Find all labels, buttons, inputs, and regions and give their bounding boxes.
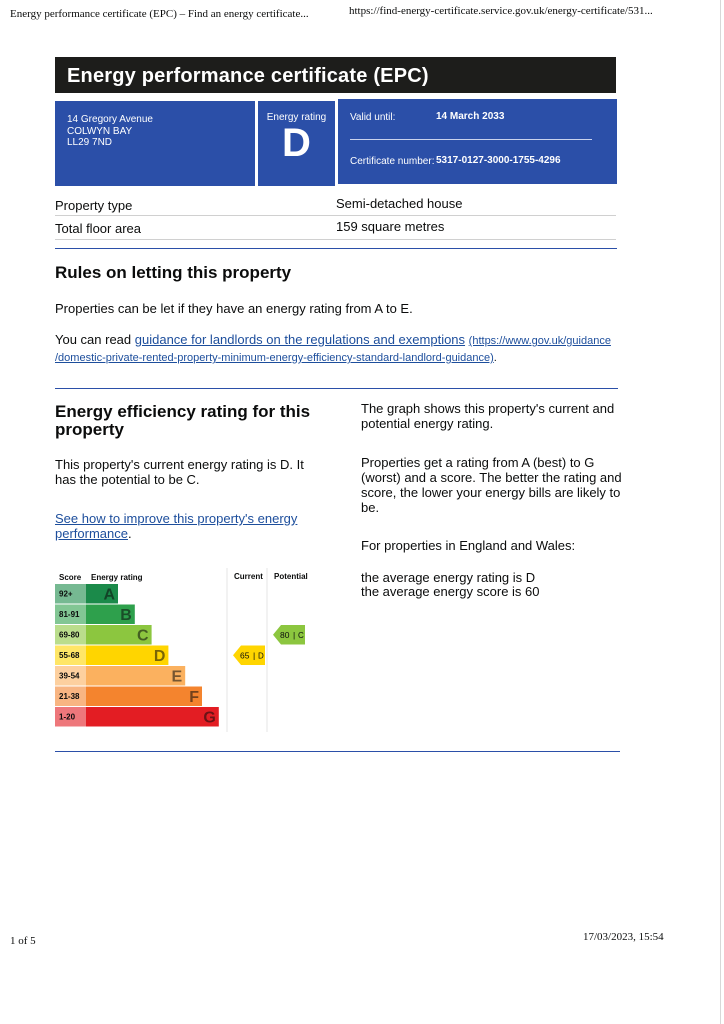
print-header-title: Energy performance certificate (EPC) – Find an energy certificate... — [10, 8, 309, 20]
section-divider — [55, 248, 617, 249]
graph-description-line-2: potential energy rating. — [361, 416, 494, 431]
floor-area-label: Total floor area — [55, 221, 141, 236]
efficiency-heading — [55, 403, 310, 439]
graph-description — [361, 401, 614, 431]
graph-score-range-c: 69-80 — [59, 630, 80, 640]
guidance-prefix: You can read — [55, 332, 135, 347]
letting-paragraph: Properties can be let if they have an energy rating from A to E. — [55, 301, 413, 316]
print-page-number: 1 of 5 — [10, 935, 36, 947]
print-header-url: https://find-energy-certificate.service.gov.uk/energy-certificate/531... — [349, 5, 653, 17]
address-line-1: 14 Gregory Avenue — [67, 114, 153, 125]
address-line-3: LL29 7ND — [67, 137, 113, 148]
graph-band-letter-b: B — [120, 607, 132, 624]
graph-description-line-1: The graph shows this property's current and — [361, 401, 615, 416]
graph-score-range-d: 55-68 — [59, 651, 80, 660]
graph-score-range-e: 39-54 — [59, 671, 80, 681]
rating-explanation — [361, 455, 622, 515]
address-box — [55, 101, 255, 186]
improve-link-block — [55, 511, 297, 541]
graph-potential-letter: C — [298, 631, 304, 640]
improve-link-line-2[interactable]: performance — [55, 526, 128, 541]
graph-header-potential: Potential — [274, 572, 308, 581]
energy-rating-letter: D — [282, 121, 311, 165]
certificate-number: 5317-0127-3000-1755-4296 — [436, 155, 561, 166]
property-type-label: Property type — [55, 198, 133, 213]
efficiency-heading-line-2: property — [55, 420, 124, 439]
graph-band-g — [86, 707, 219, 727]
guidance-suffix: . — [493, 352, 497, 364]
row-divider — [55, 239, 616, 240]
floor-area-value: 159 square metres — [336, 219, 445, 234]
guidance-link-url-1[interactable]: (https://www.gov.uk/guidance — [468, 335, 611, 347]
section-divider — [55, 751, 620, 752]
guidance-link-url-2[interactable]: /domestic-private-rented-property-minimum-energy-efficiency-standard-landlord-guidance) — [55, 352, 494, 364]
graph-current-letter: D — [258, 651, 264, 661]
graph-band-letter-c: C — [137, 627, 149, 645]
region-note: For properties in England and Wales: — [361, 538, 576, 553]
row-divider — [55, 215, 616, 216]
graph-header-score: Score — [59, 573, 82, 582]
certificate-number-label: Certificate number: — [350, 156, 435, 167]
rating-explanation-line-4: be. — [361, 500, 380, 515]
guidance-link[interactable]: guidance for landlords on the regulations and exemptions — [134, 332, 466, 347]
graph-band-f — [86, 687, 202, 707]
efficiency-summary-line-2: has the potential to be C. — [55, 472, 200, 487]
letting-heading: Rules on letting this property — [55, 263, 292, 282]
graph-current-separator: | — [253, 650, 256, 661]
address-line-2: COLWYN BAY — [67, 125, 133, 137]
graph-band-letter-d: D — [153, 648, 166, 665]
valid-until-label: Valid until: — [350, 112, 396, 123]
valid-until-date: 14 March 2033 — [436, 111, 505, 122]
graph-score-range-g: 1-20 — [59, 712, 76, 722]
energy-rating-box — [258, 101, 335, 186]
rating-explanation-line-1: Properties get a rating from A (best) to G — [361, 455, 595, 470]
improve-suffix: . — [127, 526, 132, 541]
rating-explanation-line-2: (worst) and a score. The better the rating and — [361, 470, 622, 485]
graph-current-score: 65 — [240, 650, 250, 661]
graph-score-range-b: 81-91 — [59, 610, 80, 619]
graph-band-letter-a: A — [103, 586, 115, 604]
page-edge-divider — [720, 0, 721, 1024]
page-title: Energy performance certificate (EPC) — [55, 57, 616, 93]
graph-band-letter-e: E — [171, 668, 183, 686]
graph-band-e — [86, 666, 185, 686]
graph-potential-score: 80 — [280, 630, 290, 640]
average-score: the average energy score is 60 — [361, 584, 540, 599]
energy-rating-label: Energy rating — [266, 112, 327, 123]
guidance-paragraph — [55, 332, 615, 366]
graph-header-current: Current — [234, 572, 263, 581]
section-divider — [55, 388, 618, 389]
graph-header-rating: Energy rating — [91, 573, 143, 582]
energy-rating-graph — [55, 568, 313, 732]
efficiency-summary-line-1: This property's current energy rating is D. It — [55, 457, 304, 472]
improve-link-line-1[interactable]: See how to improve this property's energy — [55, 511, 298, 526]
graph-score-range-a: 92+ — [59, 589, 73, 599]
graph-potential-separator: | — [293, 630, 296, 640]
graph-band-letter-f: F — [189, 689, 199, 706]
average-rating: the average energy rating is D — [361, 570, 536, 585]
efficiency-heading-line-1: Energy efficiency rating for this — [55, 402, 311, 421]
certificate-box — [338, 99, 617, 184]
property-type-value: Semi-detached house — [336, 196, 463, 211]
rating-explanation-line-3: score, the lower your energy bills are likely to — [361, 485, 621, 500]
graph-band-letter-g: G — [203, 709, 216, 727]
graph-score-range-f: 21-38 — [59, 692, 80, 701]
efficiency-summary — [55, 457, 304, 487]
print-datetime: 17/03/2023, 15:54 — [583, 931, 664, 943]
certificate-divider — [350, 139, 592, 140]
